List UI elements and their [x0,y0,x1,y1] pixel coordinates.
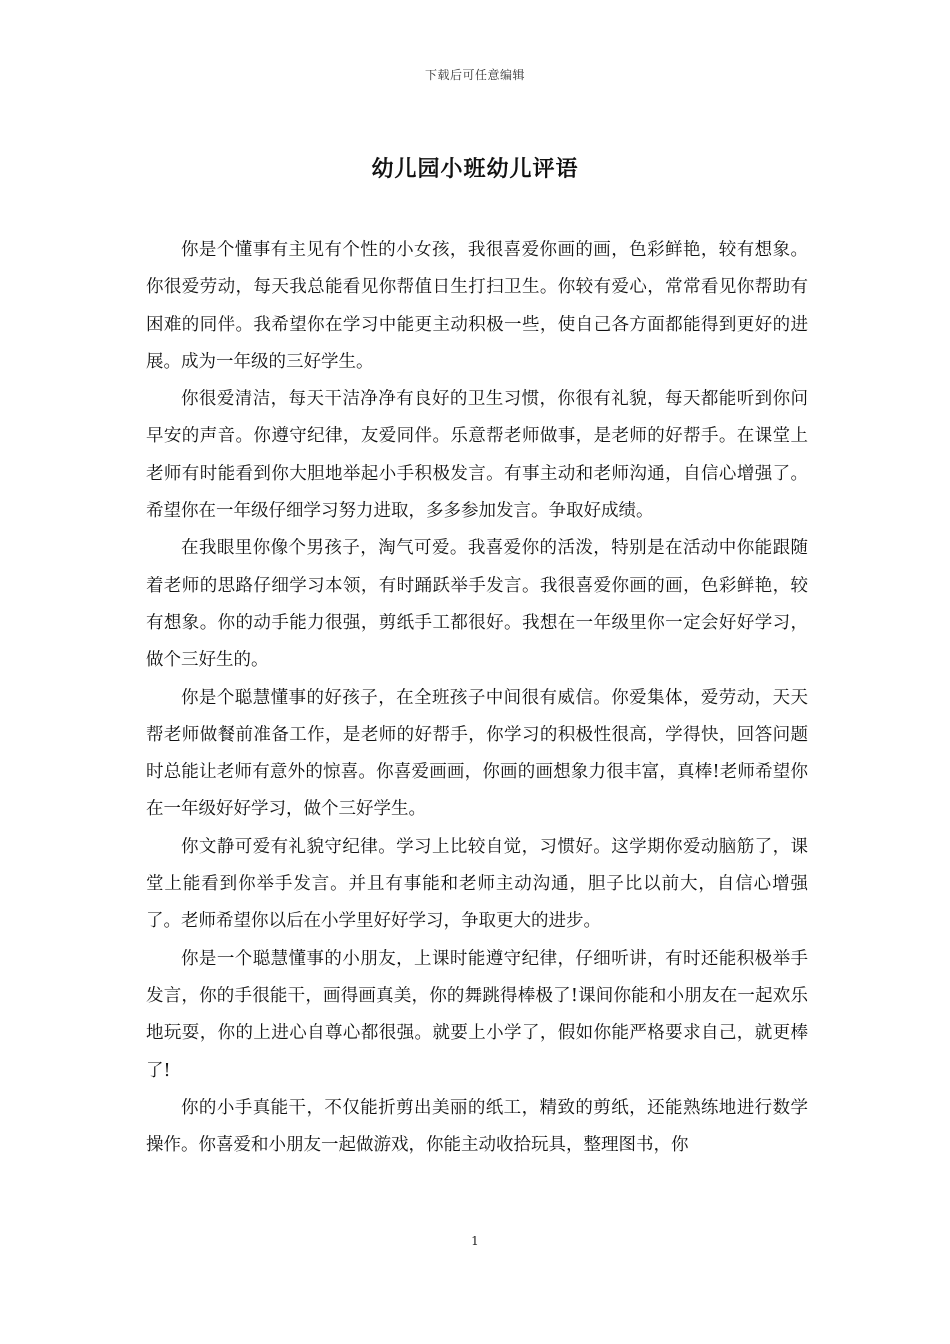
document-body [146,232,808,1164]
document-title: 幼儿园小班幼儿评语 [371,156,579,182]
paragraph: 你是一个聪慧懂事的小朋友，上课时能遵守纪律，仔细听讲，有时还能积极举手发言，你的手很能干，画得画真美，你的舞跳得棒极了!课间你能和小朋友在一起欢乐地玩耍，你的上进心自尊心都很强。就要上小学了，假如你能严格要求自己，就更棒了! [146,948,808,1081]
paragraph: 在我眼里你像个男孩子，淘气可爱。我喜爱你的活泼，特别是在活动中你能跟随着老师的思路仔细学习本领，有时踊跃举手发言。我很喜爱你画的画，色彩鲜艳，较有想象。你的动手能力很强，剪纸手工都很好。我想在一年级里你一定会好好学习，做个三好生的。 [146,538,808,671]
header-note: 下载后可任意编辑 [424,68,525,82]
paragraph: 你的小手真能干，不仅能折剪出美丽的纸工，精致的剪纸，还能熟练地进行数学操作。你喜爱和小朋友一起做游戏，你能主动收拾玩具，整理图书，你 [146,1097,808,1156]
paragraph: 你文静可爱有礼貌守纪律。学习上比较自觉，习惯好。这学期你爱动脑筋了，课堂上能看到你举手发言。并且有事能和老师主动沟通，胆子比以前大，自信心增强了。老师希望你以后在小学里好好学习，争取更大的进步。 [146,836,808,932]
paragraph: 你是个懂事有主见有个性的小女孩，我很喜爱你画的画，色彩鲜艳，较有想象。你很爱劳动，每天我总能看见你帮值日生打扫卫生。你较有爱心，常常看见你帮助有困难的同伴。我希望你在学习中能更主动积极一些，使自己各方面都能得到更好的进展。成为一年级的三好学生。 [146,240,808,372]
paragraph: 你很爱清洁，每天干洁净净有良好的卫生习惯，你很有礼貌，每天都能听到你问早安的声音。你遵守纪律，友爱同伴。乐意帮老师做事，是老师的好帮手。在课堂上老师有时能看到你大胆地举起小手积极发言。有事主动和老师沟通，自信心增强了。希望你在一年级仔细学习努力进取，多多参加发言。争取好成绩。 [146,389,808,522]
paragraph: 你是个聪慧懂事的好孩子，在全班孩子中间很有威信。你爱集体，爱劳动，天天帮老师做餐前准备工作，是老师的好帮手，你学习的积极性很高，学得快，回答问题时总能让老师有意外的惊喜。你喜爱画画，你画的画想象力很丰富，真棒!老师希望你在一年级好好学习，做个三好学生。 [146,687,808,820]
page-number: 1 [471,1234,479,1248]
